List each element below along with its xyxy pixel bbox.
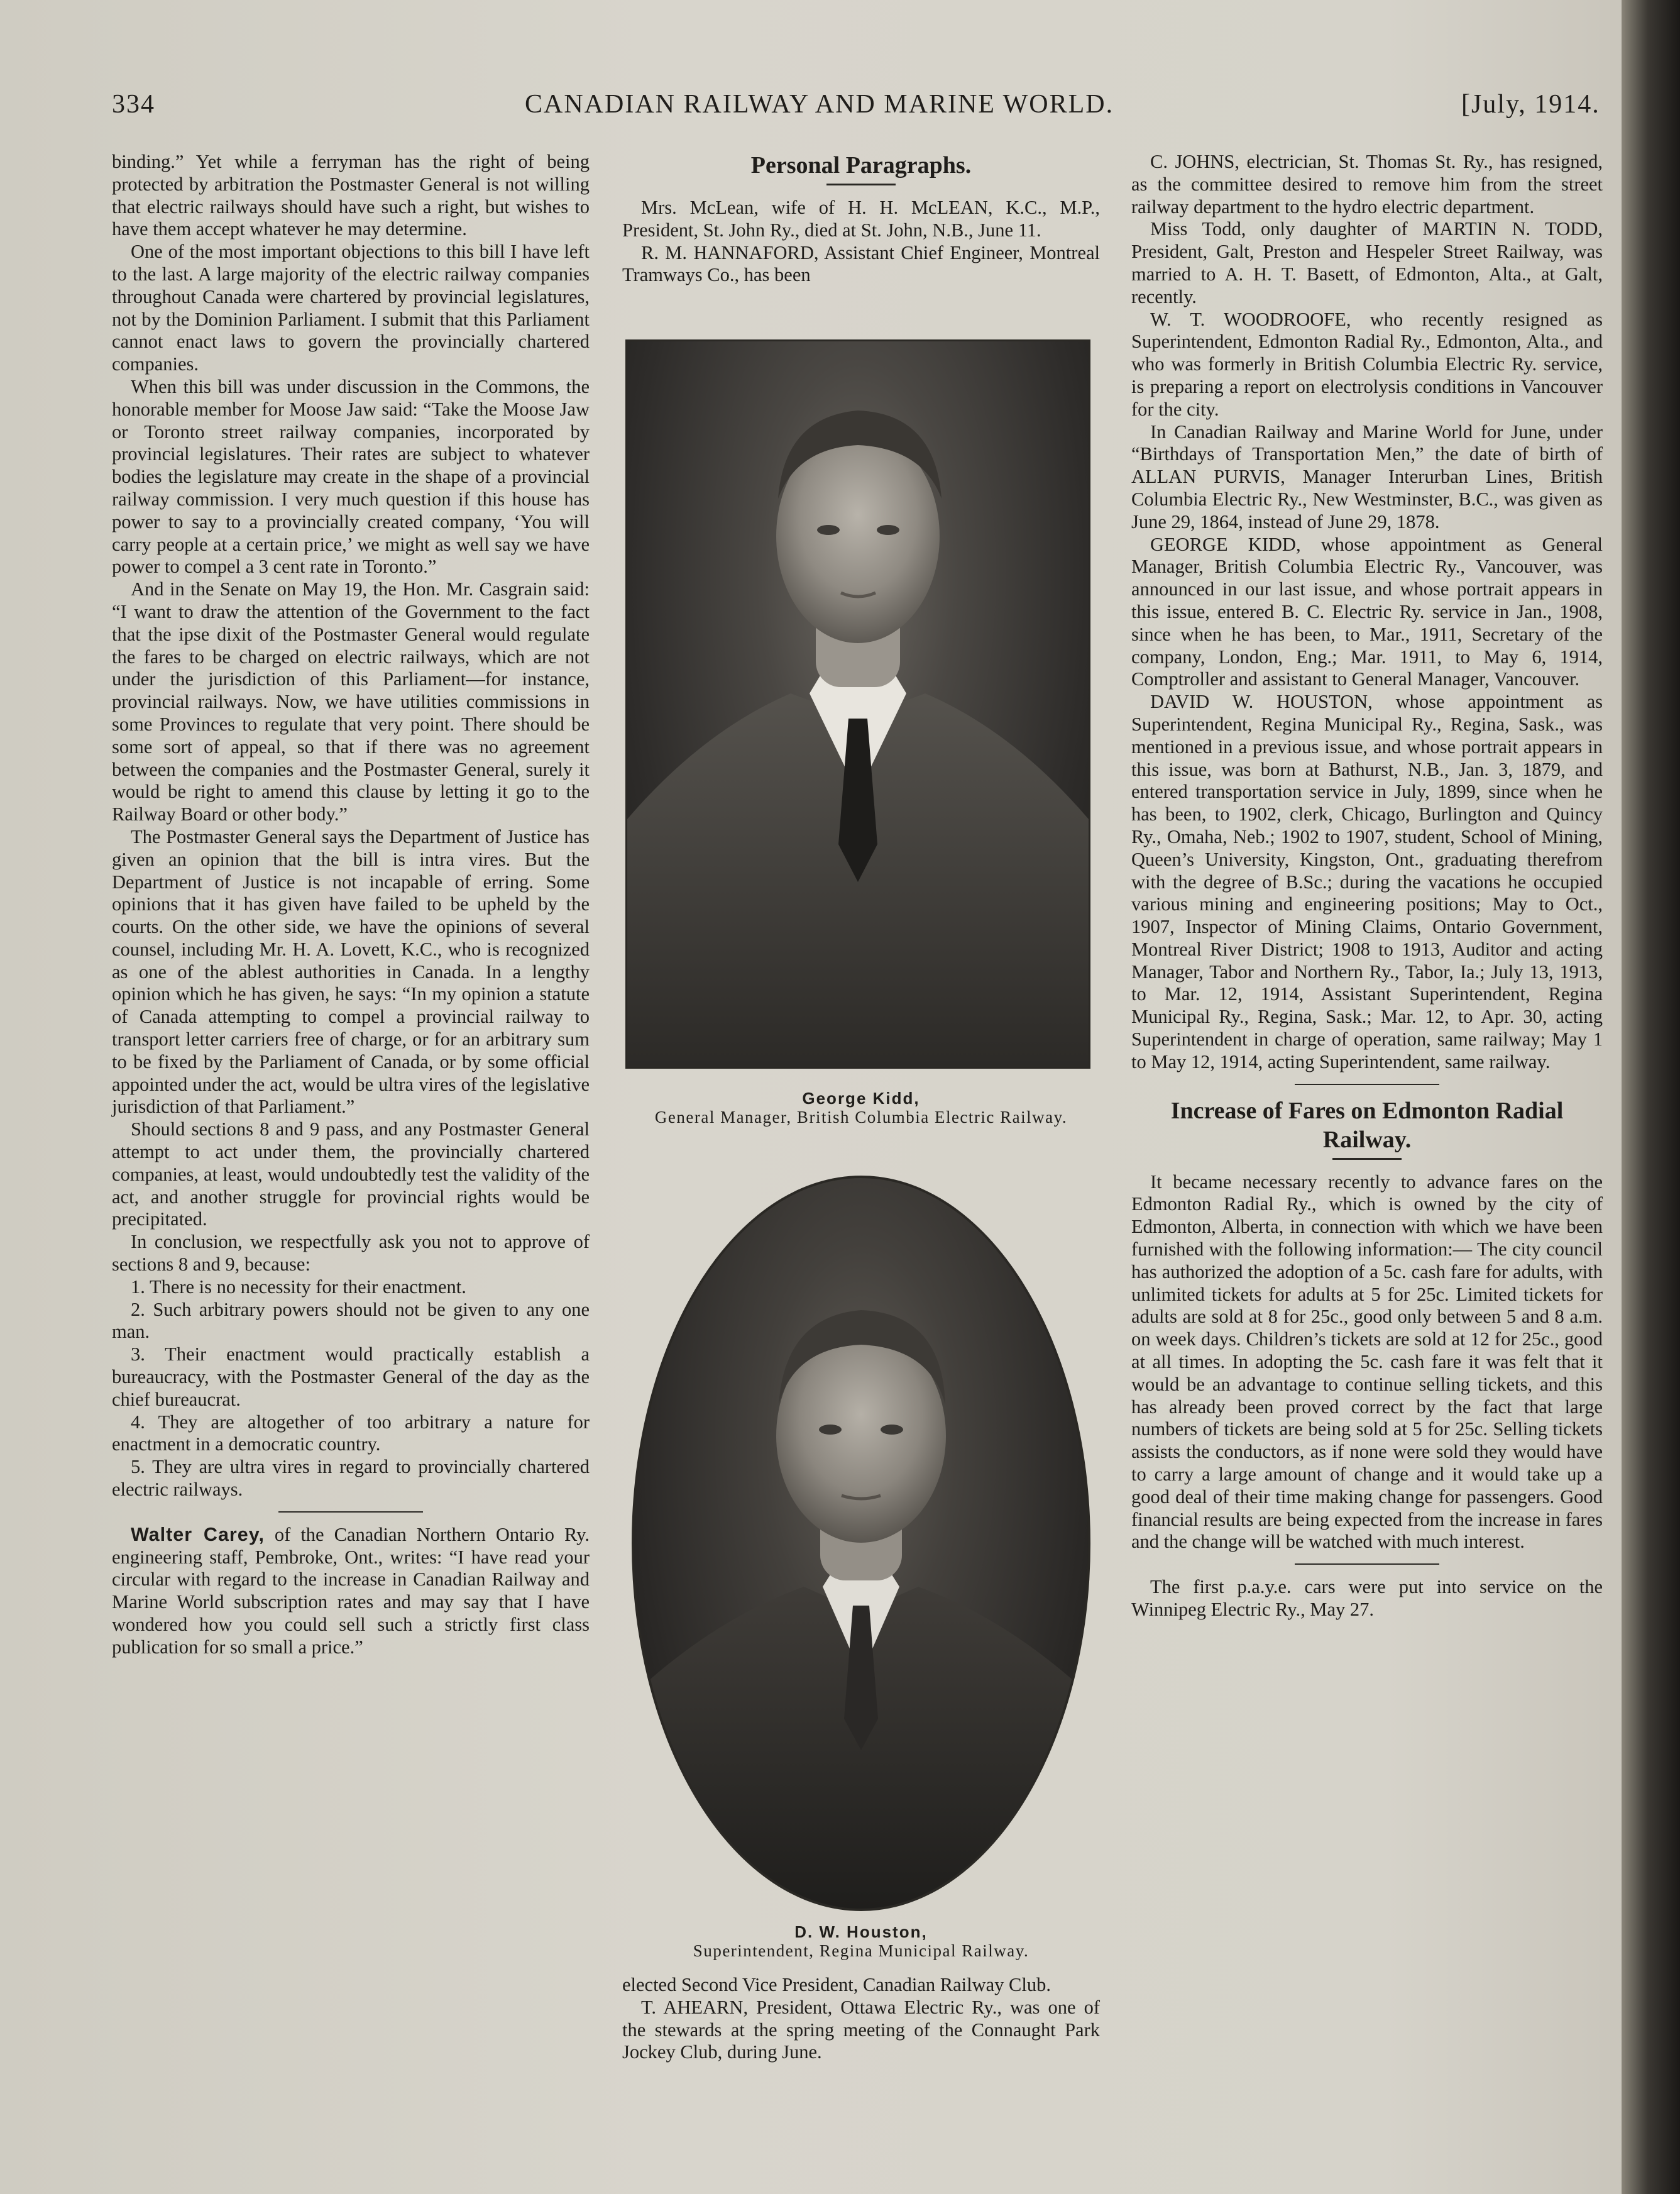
article-paragraph: elected Second Vice President, Canadian Railway Club. — [622, 1974, 1051, 1995]
article-paragraph: R. M. HANNAFORD, Assistant Chief Engineer, Montreal Tramways Co., has been — [622, 241, 1100, 286]
article-paragraph: When this bill was under discussion in the Commons, the honorable member for Moose Jaw said: “Take the Moose Jaw or Toronto street railway companies, incorporated by provincial legislatures. Their rates are subject to whatever bodies the legislature may create in the shape of a provincial railway commission. I very much question if this house has power to say to a provincially created company, ‘You will carry people at a certain price,’ we might as well say we have power to compel a 3 cent rate in Toronto.” — [112, 375, 590, 578]
photo1-caption-name: George Kidd, — [802, 1089, 920, 1108]
book-spine — [1622, 0, 1680, 2194]
photo2-caption — [622, 1922, 1100, 1960]
portrait-photo-dw-houston — [632, 1176, 1090, 1911]
photo1-caption-title: General Manager, British Columbia Electric Railway. — [654, 1108, 1068, 1127]
article-paragraph: It became necessary recently to advance fares on the Edmonton Radial Ry., which is owned by the city of Edmonton, Alberta, in connection with which we have been furnished with the following information:— The city council has authorized the adoption of a 5c. cash fare for adults, with unlimited tickets for adults at 5 for 25c. Limited tickets for adults are sold at 8 for 25c., good only between 5 and 8 a.m. on week days. Children’s tickets are sold at 12 for 25c., good at all times. In adopting the 5c. cash fare it was felt that it would be an advantage to continue selling tickets, and this has already been proved correct by the fact that large numbers of tickets are being sold at 5 for 25c. Selling tickets assists the conductors, as if none were sold they would have to carry a large amount of change and it would take up a good deal of their time making change for passengers. Good financial results are being expected from the increase in fares and the change will be watched with much interest. — [1131, 1171, 1603, 1553]
left-column — [112, 151, 590, 1659]
article-paragraph: DAVID W. HOUSTON, whose appointment as Superintendent, Regina Municipal Ry., Regina, Sask., was mentioned in a previous issue, and whose portrait appears in this issue, was born at Bathurst, N.B., Jan. 3, 1879, and entered transportation service in July, 1899, since when he has been, to 1902, clerk, Chicago, Burlington and Quincy Ry., Omaha, Neb.; 1902 to 1907, student, School of Mining, Queen’s University, Kingston, Ont., graduating therefrom with the degree of B.Sc.; during the vacations he occupied various mining and engineering positions; May to Oct., 1907, Inspector of Mining Claims, Ontario Government, Montreal River District; 1908 to 1913, Auditor and acting Manager, Tabor and Northern Ry., Tabor, Ia.; July 13, 1913, to Mar. 12, 1914, Assistant Superintendent, Regina Municipal Ry., Regina, Sask.; Mar. 12, to Apr. 30, acting Superintendent in charge of operation, same railway; May 1 to May 12, 1914, acting Superintendent, same railway. — [1131, 691, 1603, 1072]
article-paragraph: In conclusion, we respectfully ask you not to approve of sections 8 and 9, because: — [112, 1231, 590, 1276]
journal-title: CANADIAN RAILWAY AND MARINE WORLD. — [525, 90, 1114, 119]
right-column — [1131, 151, 1603, 1621]
article-paragraph: In Canadian Railway and Marine World for June, under “Birthdays of Transportation Men,” the date of birth of ALLAN PURVIS, Manager Interurban Lines, British Columbia Electric Ry., New Westminster, B.C., was given as June 29, 1864, instead of June 29, 1878. — [1131, 421, 1603, 532]
article-paragraph: Mrs. McLean, wife of H. H. McLEAN, K.C., M.P., President, St. John Ry., died at St. John, N.B., June 11. — [622, 197, 1100, 241]
list-item: 3. Their enactment would practically establish a bureaucracy, with the Postmaster General of the day as the chief bureaucrat. — [112, 1343, 590, 1410]
section-title-personal: Personal Paragraphs. — [750, 152, 972, 179]
article-paragraph: Should sections 8 and 9 pass, and any Postmaster General attempt to act under them, the provincially chartered companies, at least, would undoubtedly test the validity of the act, and another struggle for provincial rights would be precipitated. — [112, 1118, 590, 1230]
article-paragraph: T. AHEARN, President, Ottawa Electric Ry., was one of the stewards at the spring meeting of the Connaught Park Jockey Club, during June. — [622, 1996, 1100, 2063]
list-item: 5. They are ultra vires in regard to provincially chartered electric railways. — [112, 1456, 590, 1501]
photo1-caption — [622, 1089, 1100, 1127]
portrait-photo-george-kidd — [625, 339, 1090, 1069]
article-paragraph: The Postmaster General says the Department of Justice has given an opinion that the bill is intra vires. But the Department of Justice is not incapable of erring. Some opinions that it has given have failed to be upheld by the courts. On the other side, we have the opinions of several counsel, including Mr. H. A. Lovett, K.C., who is recognized as one of the ablest authorities in Canada. In a lengthy opinion which he has given, he says: “In my opinion a statute of Canada attempting to compel a provincial railway to transport letter carriers free of charge, or for an arbitrary sum to be fixed by the Parliament of Canada, or by some official appointed under the act, would be ultra vires of the legislative jurisdiction of that Parliament.” — [112, 825, 590, 1118]
carey-text: of the Canadian Northern Ontario Ry. engineering staff, Pembroke, Ont., writes: “I have read your circular with regard to the increase in Canadian Railway and Marine World subscription rates and may say that I have wondered how you could sell such a strictly first class publication for so small a price.” — [112, 1523, 590, 1658]
middle-column-continuation — [622, 1974, 1100, 2064]
photo2-caption-name: D. W. Houston, — [794, 1922, 928, 1941]
middle-column — [622, 151, 1100, 287]
list-item: 2. Such arbitrary powers should not be given to any one man. — [112, 1298, 590, 1343]
article-paragraph: W. T. WOODROOFE, who recently resigned as Superintendent, Edmonton Radial Ry., Edmonton, Alta., and who was formerly in British Columbia Electric Ry. service, is preparing a report on electrolysis conditions in Vancouver for the city. — [1131, 308, 1603, 420]
list-item: 4. They are altogether of too arbitrary a nature for enactment in a democratic country. — [112, 1411, 590, 1455]
divider — [278, 1511, 423, 1513]
portrait-illustration — [627, 341, 1089, 1067]
section-title-fares: Increase of Fares on Edmonton Radial Railway. — [1170, 1097, 1564, 1153]
carey-name: Walter Carey, — [131, 1523, 265, 1545]
article-paragraph: And in the Senate on May 19, the Hon. Mr. Casgrain said: “I want to draw the attention of the Government to the fact that the ipse dixit of the Postmaster General would regulate the fares to be charged on electric railways, which are not under the jurisdiction of this Parliament—for instance, provincial railways. Now, we have utilities commissions in some Provinces to regulate that very point. There should be some sort of appeal, so that if there was no agreement between the companies and the Postmaster General, surely it would be right to amend this clause by letting it go to the Railway Board or other body.” — [112, 578, 590, 825]
article-paragraph: Miss Todd, only daughter of MARTIN N. TODD, President, Galt, Preston and Hespeler Street Railway, was married to A. H. T. Basett, of Edmonton, Alta., at Galt, recently. — [1131, 218, 1603, 307]
carey-paragraph — [112, 1524, 590, 1659]
article-paragraph: C. JOHNS, electrician, St. Thomas St. Ry., has resigned, as the committee desired to remove him from the street railway department to the hydro electric department. — [1131, 151, 1603, 218]
portrait-illustration — [634, 1178, 1088, 1909]
divider — [1295, 1563, 1439, 1565]
article-paragraph: One of the most important objections to this bill I have left to the last. A large majority of the electric railway companies throughout Canada were chartered by provincial legislatures, not by the Dominion Parliament. I submit that this Parliament cannot enact laws to govern the provincially chartered companies. — [112, 241, 590, 375]
issue-date: [July, 1914. — [1461, 90, 1600, 119]
title-underline — [1332, 1158, 1402, 1160]
title-underline — [826, 184, 896, 185]
list-item: 1. There is no necessity for their enactment. — [131, 1276, 466, 1298]
divider — [1295, 1084, 1439, 1085]
page-number: 334 — [112, 90, 155, 119]
article-paragraph: binding.” Yet while a ferryman has the right of being protected by arbitration the Postmaster General is not willing that electric railways should have such a right, but wishes to have them accept whatever he may determine. — [112, 151, 590, 240]
article-paragraph: The first p.a.y.e. cars were put into service on the Winnipeg Electric Ry., May 27. — [1131, 1576, 1603, 1621]
photo2-caption-title: Superintendent, Regina Municipal Railway. — [693, 1941, 1029, 1960]
article-paragraph: GEORGE KIDD, whose appointment as General Manager, British Columbia Electric Ry., Vancouver, was announced in our last issue, and whose portrait appears in this issue, entered B. C. Electric Ry. service in Jan., 1908, since when he has been, to Mar., 1911, Secretary of the company, London, Eng.; Mar. 1911, to May 6, 1914, Comptroller and assistant to General Manager, Vancouver. — [1131, 533, 1603, 690]
